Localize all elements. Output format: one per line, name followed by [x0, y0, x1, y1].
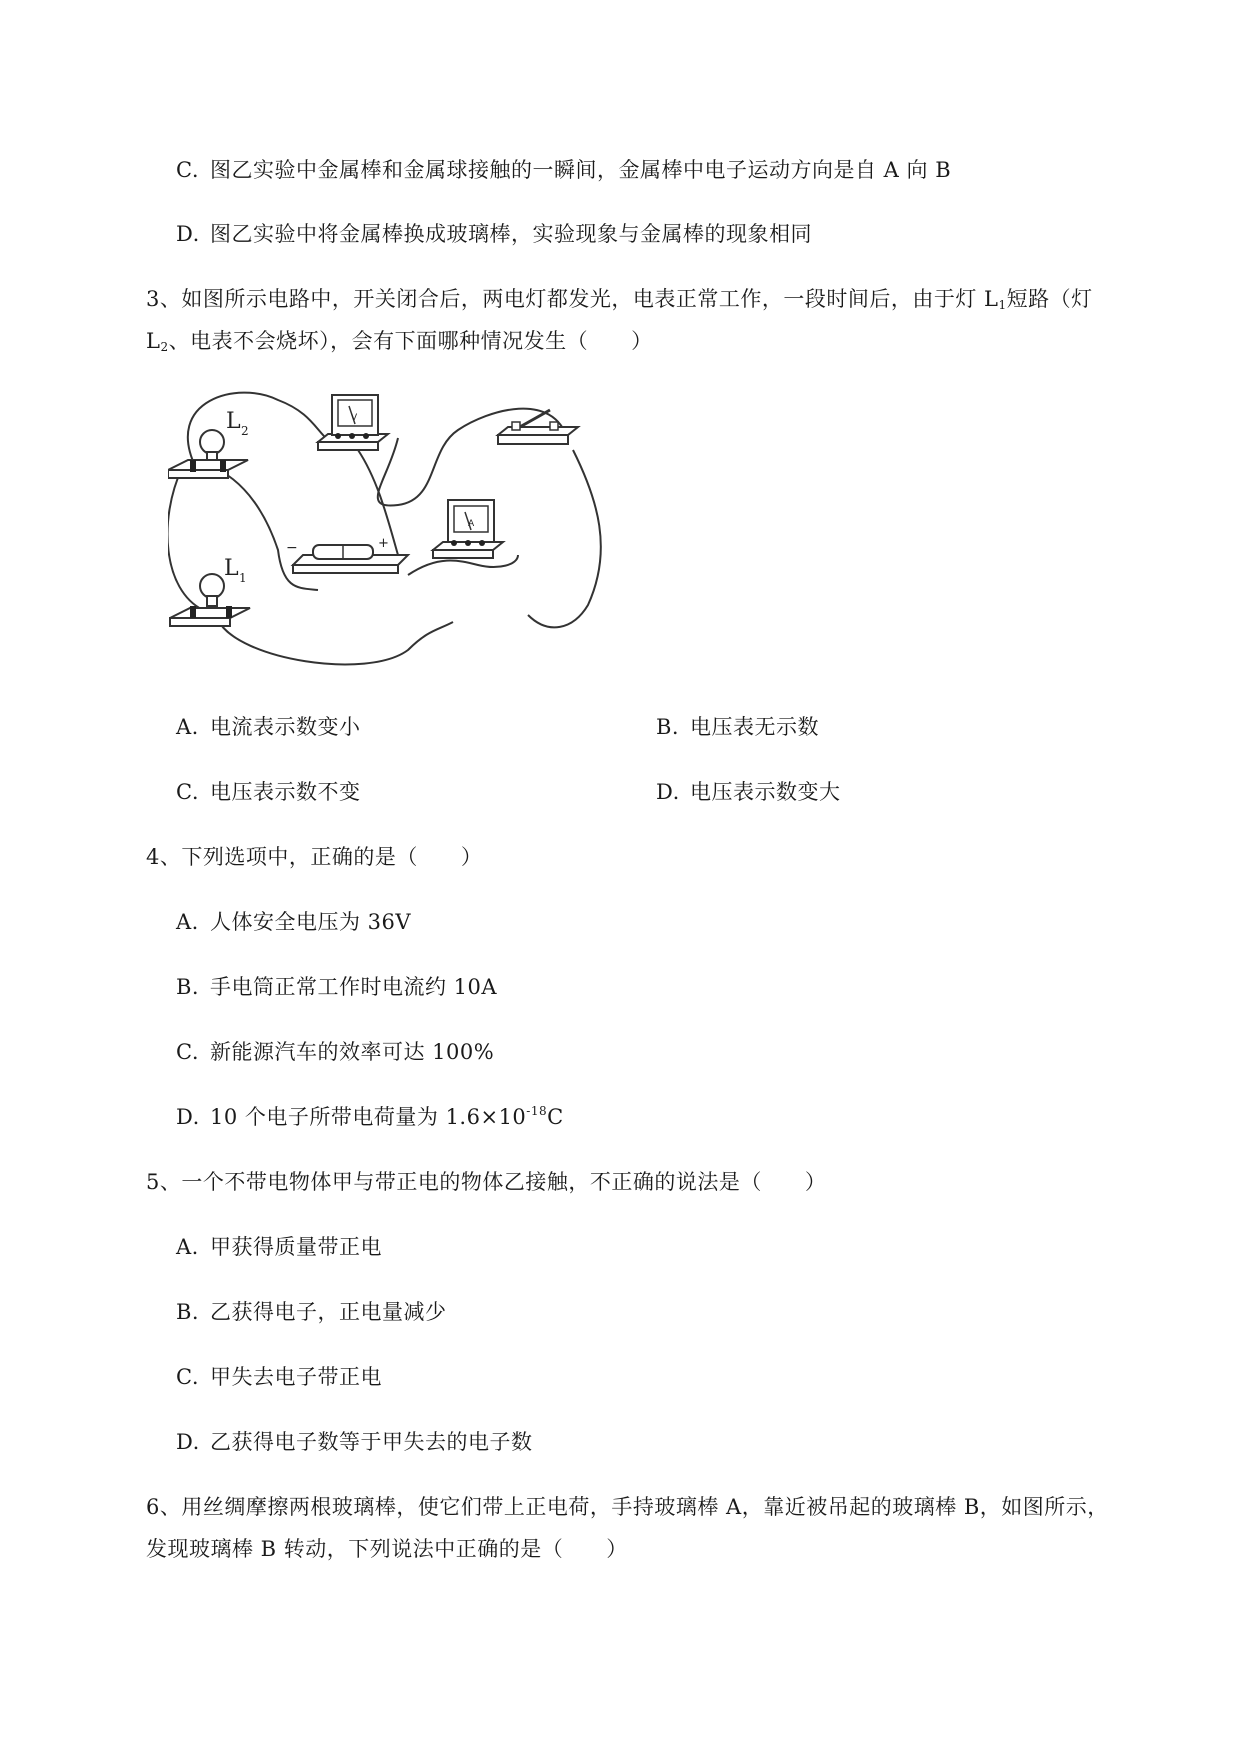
option-letter: A. — [176, 910, 199, 934]
q5-option-d — [176, 1428, 533, 1456]
subscript: 2 — [160, 340, 169, 354]
q6-stem-line1: 6、用丝绸摩擦两根玻璃棒，使它们带上正电荷，手持玻璃棒 A，靠近被吊起的玻璃棒 B，如图所示， — [146, 1495, 1109, 1519]
option-letter: D. — [176, 1430, 200, 1454]
option-letter: D. — [176, 1105, 200, 1129]
q3-option-c — [176, 778, 361, 806]
battery-plus-label: + — [378, 536, 389, 551]
superscript: -18 — [526, 1104, 548, 1118]
q3-stem-text: L — [146, 329, 161, 353]
lamp-l2-subscript: 2 — [241, 424, 249, 438]
wire — [378, 409, 568, 506]
q5-stem: 5、一个不带电物体甲与带正电的物体乙接触，不正确的说法是（ ） — [146, 1170, 827, 1194]
q3-stem-text: 、电表不会烧坏），会有下面哪种情况发生（ ） — [168, 329, 653, 353]
option-letter: C. — [176, 780, 199, 804]
ammeter-symbol: A — [468, 519, 475, 529]
option-letter: C. — [176, 1040, 199, 1064]
option-text: 乙获得电子，正电量减少 — [210, 1300, 447, 1324]
option-text: 电流表示数变小 — [210, 715, 361, 739]
lamp-l2-icon — [168, 430, 248, 478]
q3-option-d — [656, 778, 841, 806]
option-text: 人体安全电压为 36V — [210, 910, 412, 934]
q3-option-b — [656, 713, 819, 741]
q2-option-c — [176, 156, 951, 184]
q4-stem: 4、下列选项中，正确的是（ ） — [146, 845, 483, 869]
option-letter: A. — [176, 715, 199, 739]
wire — [168, 468, 203, 610]
q5-option-b — [176, 1298, 447, 1326]
option-text: 电压表示数不变 — [210, 780, 361, 804]
option-letter: A. — [176, 1235, 199, 1259]
q5-option-a — [176, 1233, 382, 1261]
option-letter: C. — [176, 1365, 199, 1389]
q2-option-d — [176, 220, 812, 248]
option-text: 图乙实验中将金属棒换成玻璃棒，实验现象与金属棒的现象相同 — [210, 222, 812, 246]
option-letter: D. — [656, 780, 680, 804]
lamp-l1-label: L — [224, 556, 239, 581]
option-text: 电压表示数变大 — [690, 780, 841, 804]
q6-stem-line2: 发现玻璃棒 B 转动，下列说法中正确的是（ ） — [146, 1537, 628, 1561]
q3-stem-line2 — [146, 327, 653, 355]
battery-minus-label: − — [286, 540, 298, 556]
q3-option-a — [176, 713, 361, 741]
option-letter: C. — [176, 158, 199, 182]
lamp-l1-icon — [170, 574, 250, 626]
q3-stem-line1 — [146, 285, 1093, 313]
q3-stem-text: 3、如图所示电路中，开关闭合后，两电灯都发光，电表正常工作，一段时间后，由于灯 L — [146, 287, 999, 311]
switch-icon — [498, 410, 578, 444]
q4-option-b — [176, 973, 497, 1001]
circuit-diagram-figure — [168, 390, 628, 678]
voltmeter-symbol: V — [351, 413, 358, 423]
option-text: 电压表无示数 — [690, 715, 819, 739]
wire — [528, 450, 601, 627]
option-text: 图乙实验中金属棒和金属球接触的一瞬间，金属棒中电子运动方向是自 A 向 B — [210, 158, 952, 182]
q4-option-c — [176, 1038, 494, 1066]
option-letter: D. — [176, 222, 200, 246]
subscript: 1 — [998, 298, 1007, 312]
option-text: C — [547, 1105, 564, 1129]
option-text: 新能源汽车的效率可达 100% — [210, 1040, 495, 1064]
q5-option-c — [176, 1363, 382, 1391]
lamp-l2-label: L — [226, 409, 241, 434]
q3-stem-text: 短路（灯 — [1006, 287, 1093, 311]
option-letter: B. — [656, 715, 680, 739]
option-text: 乙获得电子数等于甲失去的电子数 — [210, 1430, 533, 1454]
option-text: 手电筒正常工作时电流约 10A — [210, 975, 498, 999]
lamp-l1-subscript: 1 — [239, 571, 247, 585]
ammeter-icon — [433, 500, 503, 558]
option-letter: B. — [176, 1300, 200, 1324]
option-text: 甲获得质量带正电 — [210, 1235, 382, 1259]
q4-option-a — [176, 908, 411, 936]
q4-option-d — [176, 1103, 564, 1131]
option-text: 甲失去电子带正电 — [210, 1365, 382, 1389]
wire — [218, 620, 453, 664]
option-letter: B. — [176, 975, 200, 999]
battery-icon — [293, 545, 408, 573]
option-text: 10 个电子所带电荷量为 1.6×10 — [210, 1105, 527, 1129]
